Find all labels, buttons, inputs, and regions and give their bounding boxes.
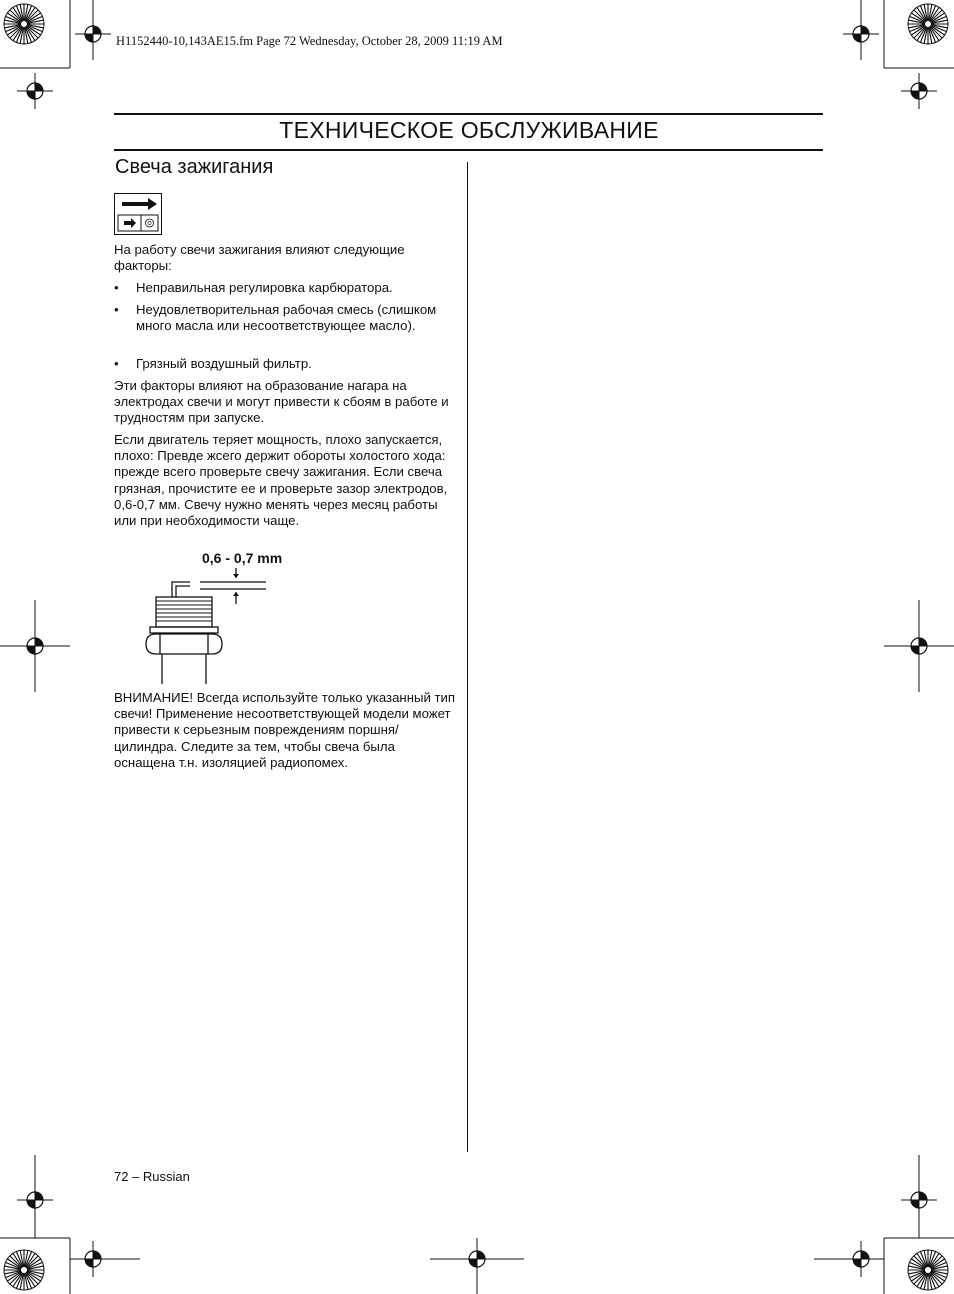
bullet-dot: • [114, 280, 119, 295]
subheading: Свеча зажигания [115, 156, 274, 178]
paragraph-check-plug: Если двигатель теряет мощность, плохо запускается, плохо: Превде жсего держит обороты холостого хода: прежде всего проверьте свечу зажигания. Если свеча грязная, прочистите ее и проверьте зазор электродов, 0,6-0,7 мм. Свечу нужно менять через месяц работы или при необходимости чаще. [114, 432, 448, 529]
title-rule-bottom [114, 149, 823, 151]
warning-paragraph: ВНИМАНИЕ! Всегда используйте только указанный тип свечи! Применение несоответствующей модели может привести к серьезным повреждениям поршня/цилиндра. Следите за тем, чтобы свеча была оснащена т.н. изоляцией радиопомех. [114, 690, 456, 770]
list-item [114, 302, 459, 334]
list-item-text: Грязный воздушный фильтр. [136, 356, 312, 371]
maintenance-arrow-icon [114, 193, 162, 235]
list-item-text: Неудовлетворительная рабочая смесь (слишком много масла или несоответствующее масло). [136, 302, 437, 334]
title-rule-top [114, 113, 823, 115]
bullet-dot: • [114, 356, 119, 371]
intro-paragraph: На работу свечи зажигания влияют следующие факторы: [114, 242, 405, 274]
electrode-gap-label: 0,6 - 0,7 mm [202, 550, 283, 566]
bullet-dot: • [114, 302, 119, 317]
section-title: ТЕХНИЧЕСКОЕ ОБСЛУЖИВАНИЕ [279, 117, 659, 143]
paragraph-deposits: Эти факторы влияют на образование нагара на электродах свечи и могут привести к сбоям в работе и трудностям при запуске. [114, 378, 449, 426]
page-footer: 72 – Russian [114, 1169, 190, 1184]
list-item [114, 356, 459, 372]
file-header-meta: H1152440-10,143AE15.fm Page 72 Wednesday, October 28, 2009 11:19 AM [116, 34, 503, 48]
column-divider [467, 162, 468, 1152]
list-item-text: Неправильная регулировка карбюратора. [136, 280, 393, 295]
list-item [114, 280, 459, 296]
spark-plug-illustration [140, 560, 270, 688]
